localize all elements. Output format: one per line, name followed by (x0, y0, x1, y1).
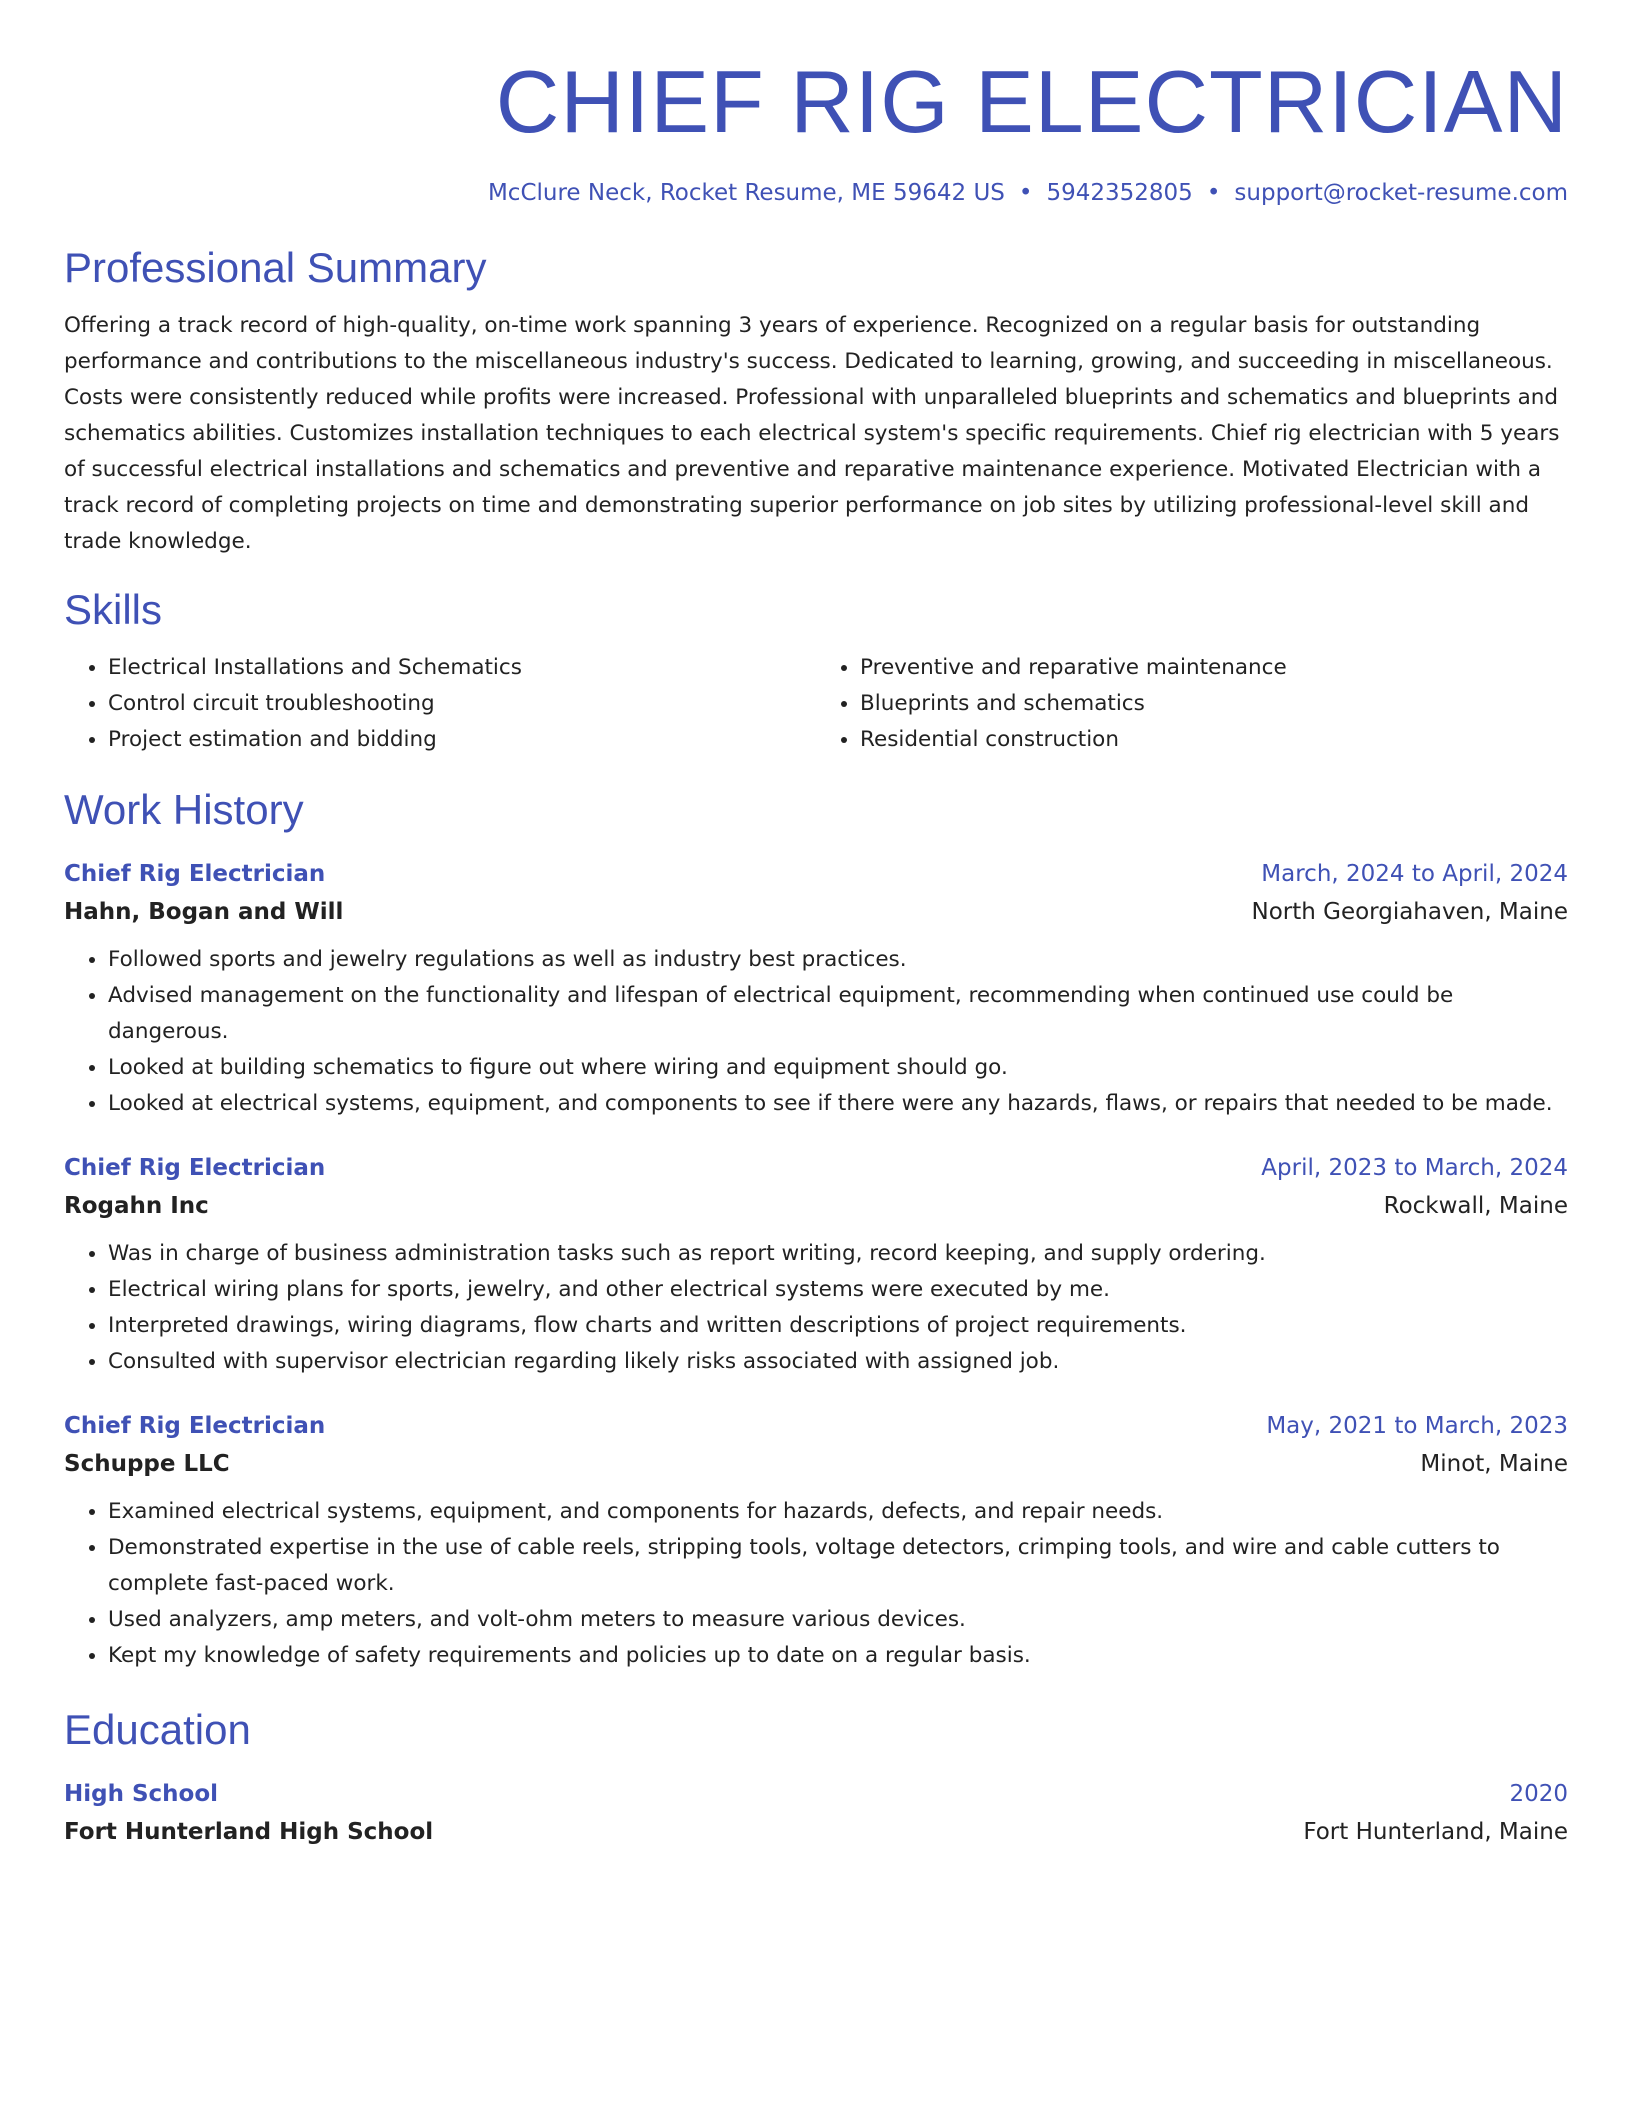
job-dates: April, 2023 to March, 2024 (1261, 1155, 1568, 1181)
job-title: Chief Rig Electrician (64, 861, 326, 887)
candidate-name: CHIEF RIG ELECTRICIAN (495, 52, 1568, 151)
resume-header (64, 52, 1568, 208)
job-company: Schuppe LLC (64, 1451, 230, 1477)
skills-column-left (64, 650, 816, 758)
education-year: 2020 (1509, 1781, 1568, 1807)
job-entry (64, 1150, 1568, 1380)
job-location: Rockwall, Maine (1383, 1193, 1568, 1219)
job-location: North Georgiahaven, Maine (1251, 899, 1568, 925)
separator-dot: • (1206, 180, 1221, 206)
job-bullet: • Advised management on the functionality and lifespan of electrical equipment, recommending when continued use could be dangerous. (108, 978, 1568, 1050)
job-title-row (64, 1408, 1568, 1444)
job-dates: May, 2021 to March, 2023 (1266, 1413, 1568, 1439)
job-entry (64, 856, 1568, 1122)
job-bullet: • Demonstrated expertise in the use of cable reels, stripping tools, voltage detectors, crimping tools, and wire and cable cutters to complete fast-paced work. (108, 1530, 1568, 1602)
job-title: Chief Rig Electrician (64, 1155, 326, 1181)
skill-item: • Blueprints and schematics (860, 686, 1568, 722)
skill-item: • Project estimation and bidding (108, 722, 816, 758)
job-bullet: • Looked at electrical systems, equipment, and components to see if there were any hazards, flaws, or repairs that needed to be made. (108, 1086, 1568, 1122)
education-school-row (64, 1812, 1568, 1852)
job-location: Minot, Maine (1420, 1451, 1568, 1477)
job-bullet: • Followed sports and jewelry regulations as well as industry best practices. (108, 942, 1568, 978)
education-school: Fort Hunterland High School (64, 1819, 434, 1845)
job-company: Hahn, Bogan and Will (64, 899, 344, 925)
contact-phone: 5942352805 (1046, 180, 1193, 206)
education-degree-row (64, 1776, 1568, 1812)
job-title-row (64, 1150, 1568, 1186)
skills-list (64, 650, 1568, 758)
skill-item: • Control circuit troubleshooting (108, 686, 816, 722)
skill-item: • Electrical Installations and Schematics (108, 650, 816, 686)
job-bullets (64, 1236, 1568, 1380)
job-bullet: • Electrical wiring plans for sports, jewelry, and other electrical systems were executed by me. (108, 1272, 1568, 1308)
separator-dot: • (1018, 180, 1033, 206)
job-title-row (64, 856, 1568, 892)
job-company-row (64, 1186, 1568, 1226)
job-dates: March, 2024 to April, 2024 (1261, 861, 1568, 887)
job-bullets (64, 1494, 1568, 1674)
job-company: Rogahn Inc (64, 1193, 209, 1219)
contact-line (64, 178, 1568, 208)
job-entry (64, 1408, 1568, 1674)
job-bullet: • Examined electrical systems, equipment, and components for hazards, defects, and repair needs. (108, 1494, 1568, 1530)
skills-heading: Skills (64, 586, 163, 633)
contact-email[interactable]: support@rocket-resume.com (1234, 180, 1568, 206)
work-history-heading: Work History (64, 786, 304, 833)
job-company-row (64, 892, 1568, 932)
job-bullet: • Looked at building schematics to figure out where wiring and equipment should go. (108, 1050, 1568, 1086)
skill-item: • Preventive and reparative maintenance (860, 650, 1568, 686)
job-company-row (64, 1444, 1568, 1484)
skill-item: • Residential construction (860, 722, 1568, 758)
education-degree: High School (64, 1781, 219, 1807)
job-title: Chief Rig Electrician (64, 1413, 326, 1439)
education-heading: Education (64, 1706, 251, 1753)
skills-column-right (816, 650, 1568, 758)
job-bullet: • Interpreted drawings, wiring diagrams, flow charts and written descriptions of project requirements. (108, 1308, 1568, 1344)
summary-heading: Professional Summary (64, 244, 487, 291)
summary-text: Offering a track record of high-quality, on-time work spanning 3 years of experience. Recognized on a regular basis for outstanding performance and contributions to the miscellaneous industry's success. Dedicated to learning, growing, and succeeding in miscellaneous. Costs were consistently reduced while profits were increased. Professional with unparalleled blueprints and schematics and blueprints and schematics abilities. Customizes installation techniques to each electrical system's specific requirements. Chief rig electrician with 5 years of successful electrical installations and schematics and preventive and reparative maintenance experience. Motivated Electrician with a track record of completing projects on time and demonstrating superior performance on job sites by utilizing professional-level skill and trade knowledge. (64, 313, 1560, 554)
job-bullet: • Consulted with supervisor electrician regarding likely risks associated with assigned job. (108, 1344, 1568, 1380)
job-bullet: • Used analyzers, amp meters, and volt-ohm meters to measure various devices. (108, 1602, 1568, 1638)
job-bullet: • Kept my knowledge of safety requirements and policies up to date on a regular basis. (108, 1638, 1568, 1674)
education-entry (64, 1776, 1568, 1852)
education-location: Fort Hunterland, Maine (1303, 1819, 1568, 1845)
job-bullets (64, 942, 1568, 1122)
contact-address: McClure Neck, Rocket Resume, ME 59642 US (487, 180, 1005, 206)
job-bullet: • Was in charge of business administration tasks such as report writing, record keeping, and supply ordering. (108, 1236, 1568, 1272)
